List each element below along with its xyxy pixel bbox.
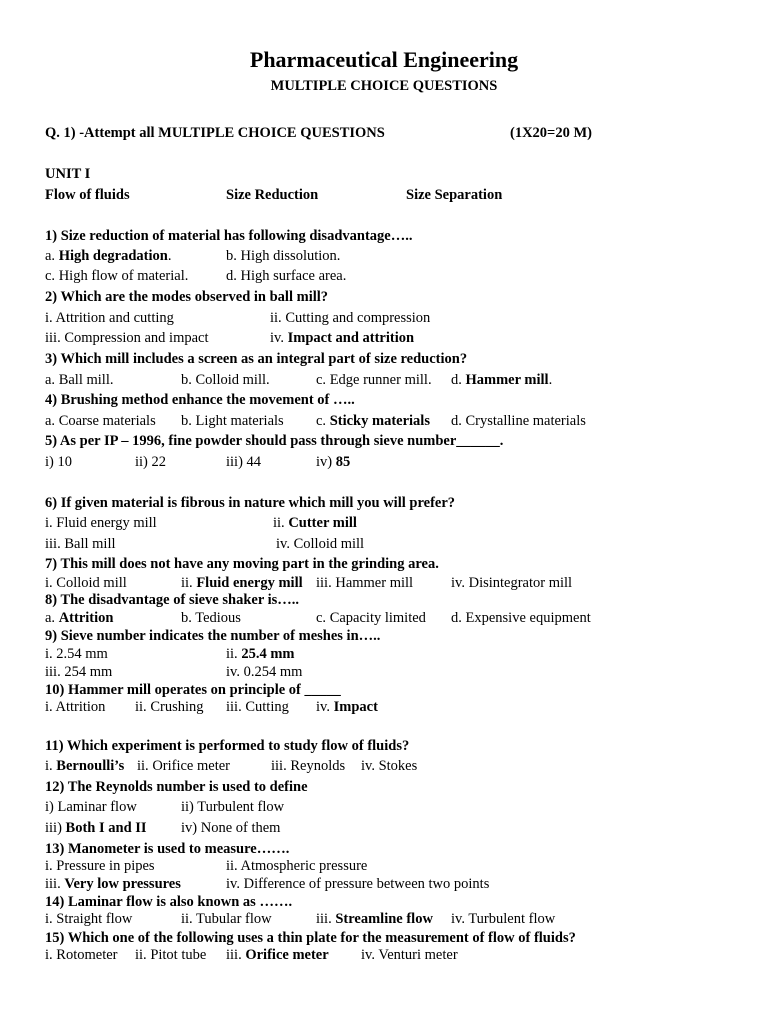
page-subtitle: MULTIPLE CHOICE QUESTIONS [270,78,498,94]
option-text: Disintegrator mill [468,575,573,591]
question-text: 7) This mill does not have any moving part in the grinding area. [45,556,439,572]
option-text: 10 [57,454,72,470]
answer-option [137,758,230,775]
option-text: 2.54 mm [56,646,108,662]
option-text: Both I and II [65,820,147,836]
answer-option [316,610,426,627]
option-suffix: . [167,248,172,264]
option-marker: ii. [137,758,153,774]
option-text: Venturi meter [378,947,458,963]
answer-option [361,758,417,775]
option-marker: iii. [45,664,65,680]
option-text: Turbulent flow [468,911,556,927]
answer-option-correct [226,646,294,663]
page-title: Pharmaceutical Engineering [249,47,519,72]
answer-option-correct [451,372,552,389]
option-text: Very low pressures [64,876,181,892]
option-text: Laminar flow [57,799,137,815]
option-text: 44 [246,454,262,470]
option-marker: iv) [181,820,201,836]
option-text: Difference of pressure between two points [243,876,490,892]
option-text: Orifice meter [152,758,231,774]
question-text: 11) Which experiment is performed to study flow of fluids? [45,738,410,754]
option-text: Colloid mill [293,536,365,552]
option-text: Compression and impact [64,330,209,346]
option-marker: ii. [226,646,242,662]
option-marker: iii) [226,454,247,470]
answer-option [181,799,284,816]
option-marker: ii. [181,911,197,927]
answer-option [45,858,155,875]
option-marker: a. [45,248,59,264]
option-text: Straight flow [56,911,133,927]
option-text: Tedious [195,610,241,626]
option-marker: iii. [45,330,65,346]
option-text: Expensive equipment [465,610,591,626]
option-marker: a. [45,372,59,388]
option-text: Sticky materials [329,413,430,429]
answer-option [181,413,284,430]
question-text: 10) Hammer mill operates on principle of _____ [45,682,341,698]
answer-option [135,699,203,716]
option-text: Pitot tube [150,947,207,963]
answer-option [135,947,206,964]
question-text: 5) As per IP – 1996, fine powder should pass through sieve number______. [45,433,504,449]
option-text: Rotometer [56,947,118,963]
answer-option [181,610,241,627]
answer-option [45,330,209,347]
option-text: Ball mill [64,536,116,552]
option-text: High degradation [58,248,168,264]
option-marker: iv. [226,876,244,892]
option-marker: b. [181,372,196,388]
option-text: Hammer mill [465,372,549,388]
answer-option-correct [316,911,433,928]
answer-option [45,575,127,592]
option-text: Tubular flow [196,911,272,927]
option-text: High dissolution. [240,248,341,264]
option-text: Bernoulli’s [56,758,125,774]
option-marker: i. [45,758,57,774]
unit-heading: UNIT I [45,166,91,182]
question-text: 8) The disadvantage of sieve shaker is….. [45,592,300,608]
option-marker: c. [45,268,59,284]
answer-option [45,515,157,532]
answer-option-correct [45,758,124,775]
option-marker: iii. [271,758,291,774]
option-marker: i. [45,515,57,531]
option-text: Reynolds [290,758,346,774]
answer-option-correct [45,820,147,837]
option-marker: ii) [181,799,198,815]
option-marker: c. [316,610,330,626]
option-marker: iv. [361,947,379,963]
option-marker: ii. [226,858,241,874]
option-text: 0.254 mm [243,664,303,680]
option-marker: i. [45,575,57,591]
answer-option [181,372,270,389]
option-text: Crushing [150,699,204,715]
answer-option [451,575,572,592]
answer-option [45,372,113,389]
answer-option [45,536,116,553]
option-text: Colloid mill. [195,372,270,388]
option-text: Cutting and compression [285,310,431,326]
answer-option [451,911,555,928]
answer-option [45,413,156,430]
question-text: 12) The Reynolds number is used to define [45,779,308,795]
option-text: Impact [333,699,378,715]
answer-option-correct [270,330,414,347]
topic-size-reduction: Size Reduction [226,187,319,203]
answer-option [45,454,72,471]
option-marker: i. [45,947,57,963]
option-marker: i. [45,310,56,326]
option-marker: b. [226,248,241,264]
option-marker: b. [181,610,196,626]
option-text: Fluid energy mill [56,515,157,531]
answer-option [271,758,345,775]
answer-option [45,947,118,964]
answer-option-correct [181,575,303,592]
answer-option-correct [316,413,430,430]
answer-option [45,699,105,716]
option-text: Attrition and cutting [55,310,174,326]
answer-option-correct [316,699,378,716]
answer-option-correct [45,610,113,627]
option-marker: d. [451,413,466,429]
option-text: Coarse materials [58,413,156,429]
answer-option [226,268,346,285]
option-text: Attrition [58,610,114,626]
option-marker: a. [45,610,59,626]
option-marker: ii) [135,454,152,470]
answer-option [45,268,188,285]
answer-option [361,947,458,964]
option-marker: ii. [135,699,151,715]
option-marker: c. [316,372,330,388]
option-marker: iv. [226,664,244,680]
option-text: 254 mm [64,664,113,680]
option-marker: iv. [361,758,379,774]
answer-option [451,610,591,627]
answer-option [451,413,586,430]
option-marker: ii. [135,947,151,963]
answer-option [45,911,132,928]
option-marker: iv. [316,699,334,715]
option-marker: iii. [226,947,246,963]
topic-size-separation: Size Separation [406,187,503,203]
option-marker: c. [316,413,330,429]
option-marker: i. [45,858,57,874]
option-text: High surface area. [240,268,347,284]
answer-option [226,664,302,681]
option-marker: iv. [270,330,288,346]
question-text: 15) Which one of the following uses a thin plate for the measurement of flow of fluids? [45,930,576,946]
question-text: 4) Brushing method enhance the movement of ….. [45,392,355,408]
option-text: Streamline flow [335,911,433,927]
marks-scheme: (1X20=20 M) [510,125,592,141]
answer-option [226,248,340,265]
option-marker: iii) [45,820,66,836]
option-text: Hammer mill [335,575,414,591]
option-marker: i. [45,646,57,662]
option-marker: iii. [316,911,336,927]
answer-option-correct [45,876,181,893]
option-marker: iv. [451,911,469,927]
option-marker: iv) [316,454,336,470]
option-text: 25.4 mm [241,646,295,662]
option-text: Colloid mill [56,575,127,591]
answer-option [276,536,364,553]
answer-option [45,799,137,816]
answer-option [181,911,272,928]
answer-option-correct [226,947,329,964]
option-marker: iii. [226,699,246,715]
topic-flow-of-fluids: Flow of fluids [45,187,130,203]
option-text: Atmospheric pressure [240,858,368,874]
option-marker: i. [45,911,57,927]
option-marker: ii. [181,575,197,591]
answer-option [226,858,367,875]
answer-option [270,310,430,327]
option-text: Cutting [245,699,289,715]
option-text: Stokes [378,758,418,774]
question-text: 9) Sieve number indicates the number of meshes in….. [45,628,381,644]
option-text: High flow of material. [58,268,189,284]
option-text: Attrition [55,699,106,715]
option-marker: d. [226,268,241,284]
option-marker: iv. [451,575,469,591]
answer-option [45,310,174,327]
option-text: 85 [335,454,351,470]
option-text: Pressure in pipes [56,858,155,874]
option-text: 22 [151,454,167,470]
answer-option [226,454,261,471]
option-marker: iii. [45,876,65,892]
answer-option [226,876,489,893]
answer-option [45,646,108,663]
option-text: Turbulent flow [197,799,285,815]
answer-option [135,454,166,471]
option-text: Edge runner mill. [329,372,432,388]
option-marker: iv. [276,536,294,552]
option-text: None of them [200,820,281,836]
option-text: Ball mill. [58,372,114,388]
answer-option [316,372,432,389]
answer-option [181,820,280,837]
answer-option [226,699,289,716]
option-text: Capacity limited [329,610,426,626]
question-text: 6) If given material is fibrous in nature which mill you will prefer? [45,495,456,511]
option-text: Light materials [195,413,284,429]
option-marker: b. [181,413,196,429]
option-marker: a. [45,413,59,429]
answer-option-correct [45,248,171,265]
option-text: Fluid energy mill [196,575,303,591]
instruction: Q. 1) -Attempt all MULTIPLE CHOICE QUESTIONS [45,125,385,141]
option-marker: i) [45,454,58,470]
question-text: 2) Which are the modes observed in ball mill? [45,289,329,305]
option-marker: ii. [270,310,286,326]
option-text: Crystalline materials [465,413,586,429]
option-marker: i) [45,799,58,815]
answer-option [316,575,413,592]
option-marker: iii. [45,536,65,552]
answer-option-correct [273,515,357,532]
option-text: Orifice meter [245,947,329,963]
option-marker: ii. [273,515,289,531]
question-text: 13) Manometer is used to measure……. [45,841,290,857]
answer-option [45,664,112,681]
option-marker: i. [45,699,56,715]
option-suffix: . [548,372,553,388]
question-text: 1) Size reduction of material has following disadvantage….. [45,228,413,244]
option-text: Cutter mill [288,515,357,531]
option-marker: d. [451,372,466,388]
option-text: Impact and attrition [287,330,415,346]
option-marker: iii. [316,575,336,591]
answer-option-correct [316,454,350,471]
option-marker: d. [451,610,466,626]
question-text: 3) Which mill includes a screen as an integral part of size reduction? [45,351,468,367]
question-text: 14) Laminar flow is also known as ……. [45,894,293,910]
